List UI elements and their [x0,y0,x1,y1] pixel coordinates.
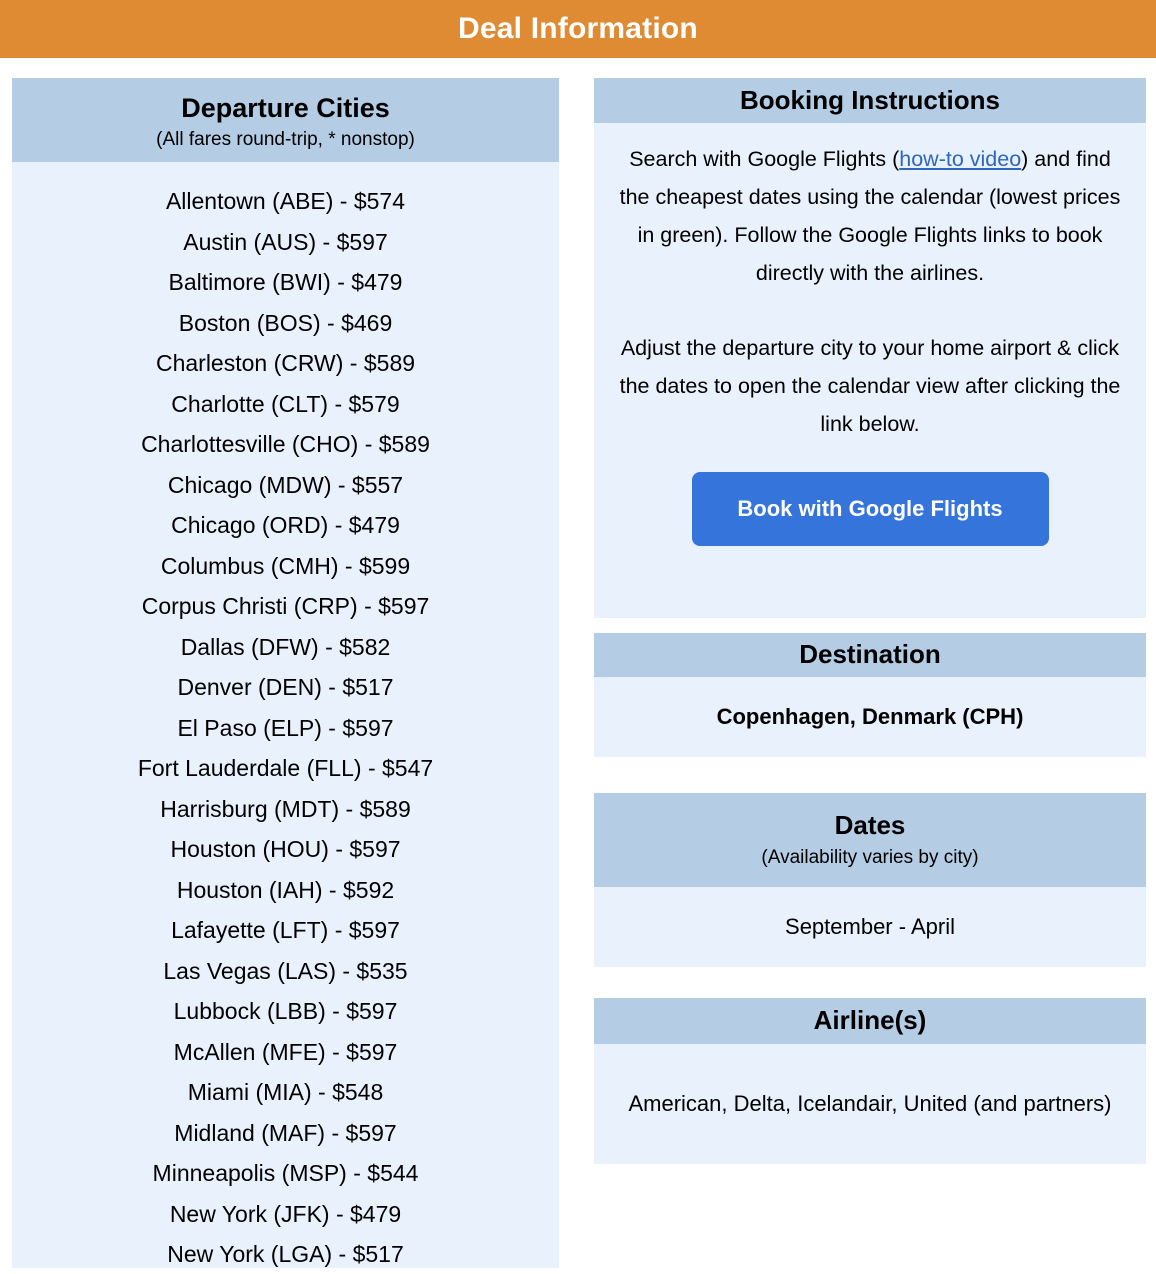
destination-body [594,677,1146,757]
page-title: Deal Information [458,12,698,45]
departure-city-item: McAllen (MFE) - $597 [173,1038,398,1065]
airlines-value: American, Delta, Icelandair, United (and partners) [628,1091,1112,1116]
departure-city-item: Minneapolis (MSP) - $544 [152,1160,419,1186]
dates-value: September - April [785,914,955,939]
departure-city-item: Las Vegas (LAS) - $535 [163,957,408,984]
airlines-body [594,1044,1146,1164]
departure-city-item: Lafayette (LFT) - $597 [171,917,400,943]
departure-cities-panel [12,78,559,1268]
dates-body [594,887,1146,967]
departure-city-item: Allentown (ABE) - $574 [165,188,406,214]
departure-city-item: Austin (AUS) - $597 [183,228,388,255]
departure-city-item: El Paso (ELP) - $597 [177,714,394,741]
button-row [614,472,1126,546]
departure-city-item: Houston (IAH) - $592 [176,876,395,903]
departure-cities-subtitle: (All fares round-trip, * nonstop) [156,129,415,150]
departure-city-item: Charlottesville (CHO) - $589 [141,431,430,457]
departure-city-item: Charlotte (CLT) - $579 [171,390,400,417]
departure-city-item: Fort Lauderdale (FLL) - $547 [137,755,434,781]
booking-instructions-body [594,123,1146,618]
booking-instructions-header [594,78,1146,123]
destination-title: Destination [799,639,941,670]
departure-city-item: Corpus Christi (CRP) - $597 [141,593,430,619]
departure-city-item: Miami (MIA) - $548 [187,1079,384,1105]
how-to-video-link[interactable]: how-to video [899,147,1022,171]
departure-city-item: New York (JFK) - $479 [169,1200,402,1227]
departure-city-item: Denver (DEN) - $517 [177,674,394,700]
dates-subtitle: (Availability varies by city) [761,847,979,868]
dates-title: Dates [834,810,906,840]
departure-city-item: Dallas (DFW) - $582 [180,633,391,660]
departure-city-item: Baltimore (BWI) - $479 [168,269,403,295]
departure-city-item: Chicago (MDW) - $557 [167,471,404,498]
booking-instructions-title: Booking Instructions [740,84,1000,115]
booking-paragraph-1-start: Search with Google Flights ( [629,147,900,171]
departure-city-item: Lubbock (LBB) - $597 [173,998,398,1024]
departure-city-item: Columbus (CMH) - $599 [160,552,411,579]
dates-header [594,793,1146,887]
departure-cities-header [12,78,559,162]
departure-city-item: Harrisburg (MDT) - $589 [160,795,411,822]
booking-paragraph-1-end: ) and find the cheapest dates using the calendar (lowest prices in green). Follow the Google Flights links to book directly with the airlines. [619,147,1121,285]
departure-cities-list [12,162,559,1268]
departure-city-item: Midland (MAF) - $597 [174,1119,397,1146]
booking-paragraph-1 [614,140,1126,292]
departure-cities-title: Departure Cities [181,93,390,123]
booking-paragraph-2: Adjust the departure city to your home airport & click the dates to open the calendar view after clicking the link below. [619,336,1121,436]
title-bar [0,0,1156,58]
destination-value: Copenhagen, Denmark (CPH) [716,704,1024,729]
airlines-header [594,998,1146,1044]
airlines-title: Airline(s) [813,1005,927,1036]
book-google-flights-button[interactable]: Book with Google Flights [692,472,1049,546]
departure-city-item: Houston (HOU) - $597 [170,836,401,862]
destination-header [594,633,1146,677]
departure-city-item: Charleston (CRW) - $589 [155,350,416,376]
departure-city-item: New York (LGA) - $517 [167,1241,404,1267]
departure-city-item: Boston (BOS) - $469 [178,309,393,336]
departure-city-item: Chicago (ORD) - $479 [171,512,400,538]
